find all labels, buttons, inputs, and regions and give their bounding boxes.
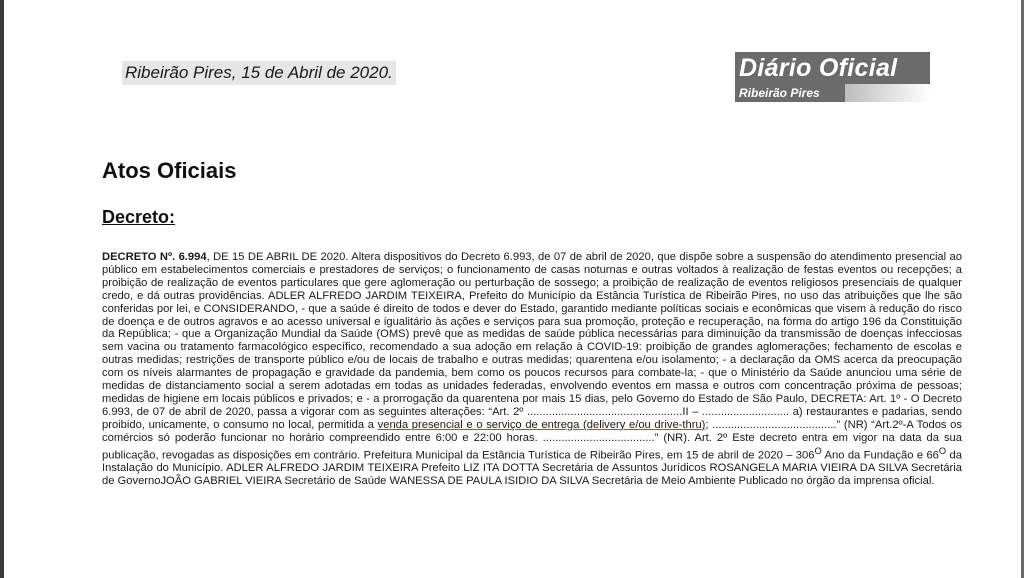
date-line: Ribeirão Pires, 15 de Abril de 2020. bbox=[122, 61, 396, 85]
logo-subtitle: Ribeirão Pires bbox=[735, 84, 845, 102]
viewer-left-border bbox=[0, 0, 4, 578]
ordinal-marker-2: O bbox=[938, 445, 947, 456]
diario-oficial-logo bbox=[735, 52, 930, 102]
section-title: Atos Oficiais bbox=[102, 158, 237, 183]
decree-text-3: Ano da Fundação e 66 bbox=[821, 449, 939, 462]
logo-subtitle-row bbox=[735, 84, 930, 102]
decree-text-4: da Instalação do Município. ADLER ALFREDO JARDIM TEIXEIRA Prefeito LIZ ITA DOTTA Secretária de Assuntos Jurídicos ROSANGELA MARIA VIEIRA DA SILVA Secretária de GovernoJOÃO GABRIEL VIEIRA Secretário de Saúde WANESSA DE PAULA ISIDIO DA SILVA Secretária de Meio Ambiente Publicado no órgão da imprensa oficial. bbox=[102, 449, 962, 488]
decree-label: DECRETO Nº. bbox=[102, 251, 176, 263]
decree-number: 6.994 bbox=[178, 251, 207, 263]
decree-highlight: venda presencial e o serviço de entrega (delivery e/ou drive-thru); bbox=[377, 418, 709, 431]
decree-body bbox=[102, 251, 962, 488]
subsection-title: Decreto: bbox=[102, 207, 176, 227]
decree-text-1: , DE 15 DE ABRIL DE 2020. Altera dispositivos do Decreto 6.993, de 07 de abril de 2020, que dispõe sobre a suspensão do atendimento presencial ao público em estabelecimentos comerciais e prestadores de serviços; o funcionamento de casas noturnas e outras voltados à realização de festas eventos ou recepções; a proibição de realização de eventos particulares que gere aglomeração ou perturbação de sossego; a proibição de realização de eventos religiosos presenciais de qualquer credo, e dá outras providências. ADLER ALFREDO JARDIM TEIXEIRA, Prefeito do Município da Estância Turística de Ribeirão Pires, no uso das atribuições que lhe são conferidas por lei, e CONSIDERANDO, - que a saúde é direito de todos e dever do Estado, garantido mediante políticas sociais e econômicas que visem à redução do risco de doença e de outros agravos e ao acesso universal e igualitário às ações e serviços para sua promoção, proteção e recuperação, na forma do artigo 196 da Constituição da República; - que a Organização Mundial da Saúde (OMS) prevê que as medidas de saúde pública necessárias para diminuição da transmissão de doenças infecciosas sem vacina ou tratamento farmacológico específico, recomendado a sua adoção em relação à COVID-19: proibição de grandes aglomerações; fechamento de escolas e outras medidas; restrições de transporte público e/ou de locais de trabalho e outras medidas; quarentena e/ou isolamento; - a declaração da OMS acerca da preocupação com os níveis alarmantes de propagação e gravidade da pandemia, bem como os poucos recursos para combate-la; - que o Ministério da Saúde anunciou uma série de medidas de distanciamento social a serem adotadas em todas as unidades federadas, envolvendo eventos em massa e outros com concentração próxima de pessoas; medidas de higiene em locais públicos e privados; e - a prorrogação da quarentena por mais 15 dias, pelo Governo do Estado de São Paulo, DECRETA: Art. 1º - O Decreto 6.993, de 07 de abril de 2020, passa a vigorar com as seguintes alterações: “Art. 2º ..................................................II – ............................ a) restaurantes e padarias, sendo proibido, unicamente, o consumo no local, permitida a bbox=[102, 251, 962, 431]
ordinal-marker-1: O bbox=[814, 445, 822, 456]
logo-title: Diário Oficial bbox=[735, 52, 930, 84]
decree-text-2: ........................................” (NR) “Art.2º-A Todos os comércios só poderão funcionar no horário compreendido entre 6:00 e 22:00 horas. ....................................” (NR). Art. 2º Este decreto entra em vigor na data da sua publicação, revogadas as disposições em contrário. Prefeitura Municipal da Estância Turística de Ribeirão Pires, em 15 de abril de 2020 – 306 bbox=[102, 418, 962, 462]
logo-gradient-bar bbox=[845, 84, 930, 102]
